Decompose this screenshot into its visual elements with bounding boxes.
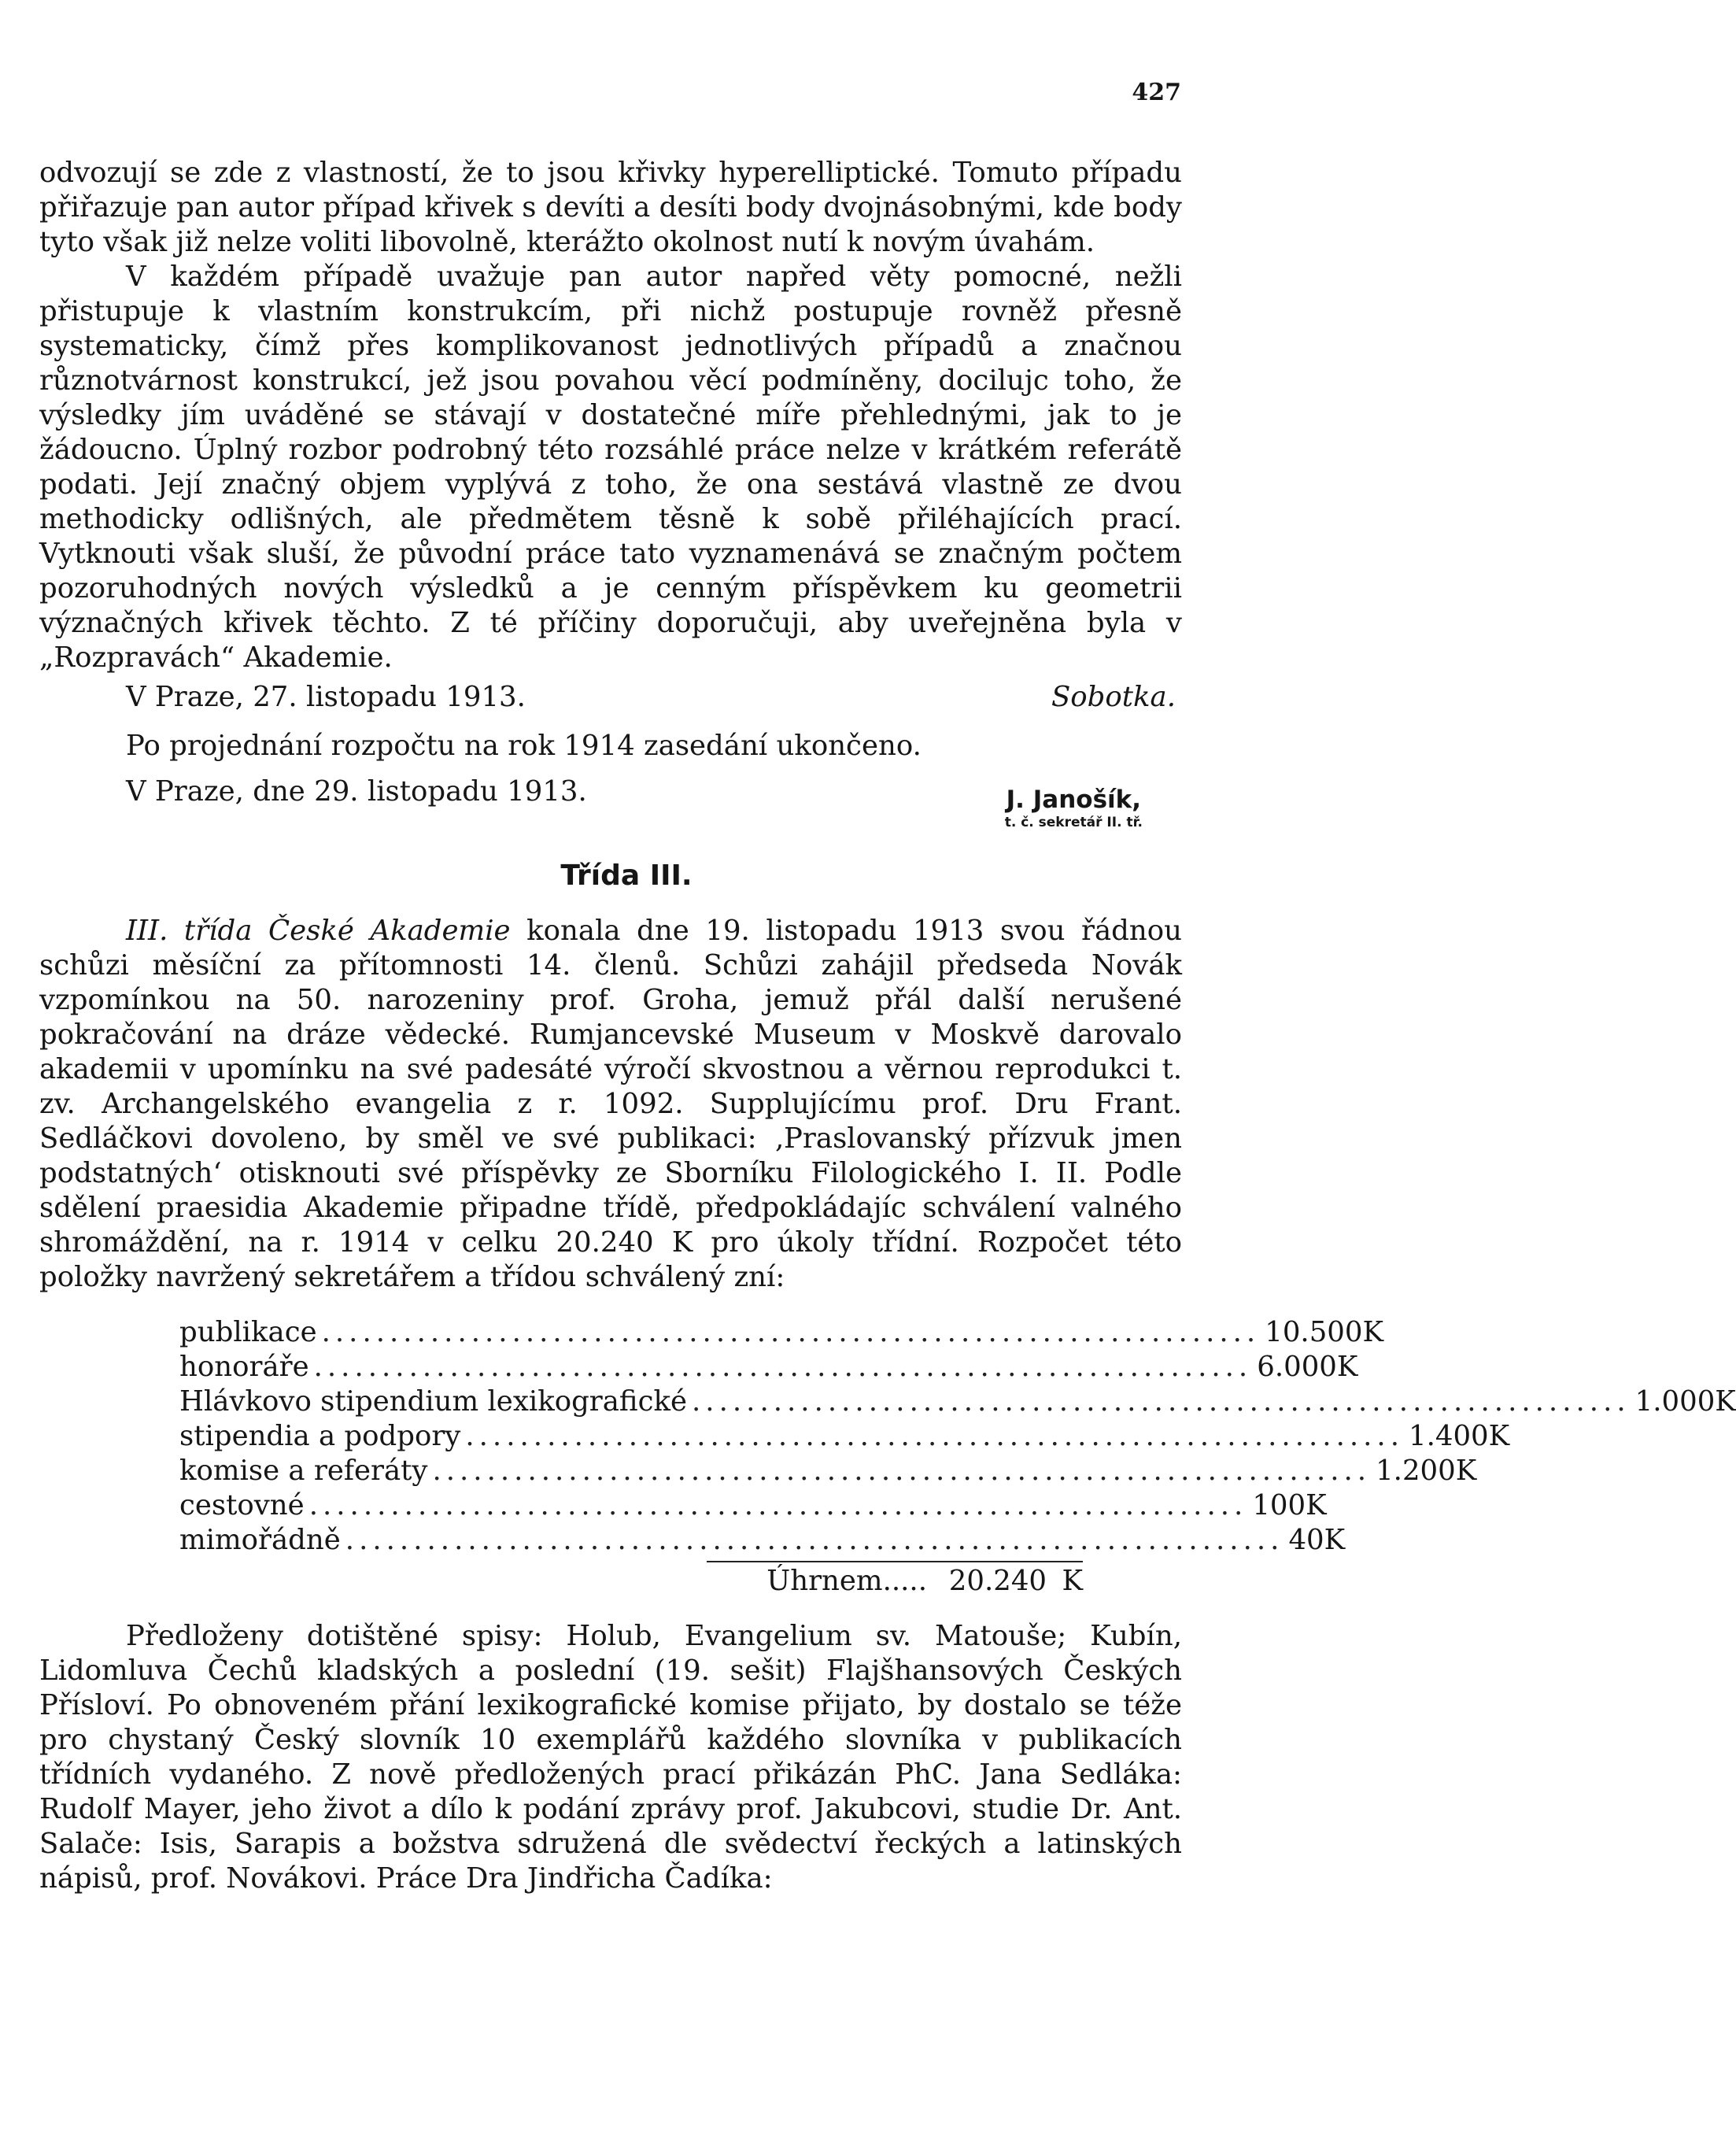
session-note: Po projednání rozpočtu na rok 1914 zasedání ukončeno.: [126, 730, 922, 762]
dot-leader: .....................................................................: [345, 1524, 1284, 1556]
signatory-title: t. č. sekretář II. tř.: [1004, 815, 1143, 830]
dot-leader: .....................................................................: [465, 1420, 1404, 1452]
class-paragraph-lead: III. třída České Akademie: [126, 915, 511, 947]
budget-row: [179, 1419, 1510, 1454]
review-signature: Sobotka.: [1051, 681, 1176, 713]
budget-row: [179, 1315, 1383, 1350]
final-paragraph: Předloženy dotištěné spisy: Holub, Evangelium sv. Matouše; Kubín, Lidomluva Čechů kladských a poslední (19. sešit) Flajšhansových Českých Přísloví. Po obnoveném přání lexikografické komise přijato, by dostalo se téže pro chystaný Český slovník 10 exemplářů každého slovníka v publikacích třídních vydaného. Z nově předložených prací přikázán PhC. Jana Sedláka: Rudolf Mayer, jeho život a dílo k podání zprávy prof. Jakubcovi, studie Dr. Ant. Salače: Isis, Sarapis a božstva sdružená dle svědectví řeckých a latinských nápisů, prof. Novákovi. Práce Dra Jindřicha Čadíka:: [39, 1620, 1182, 1895]
section-heading: Třída III.: [560, 860, 693, 892]
review-signoff: [39, 680, 1182, 715]
closing-place-date: V Praze, dne 29. listopadu 1913.: [126, 775, 587, 808]
dot-leader: .....................................................................: [313, 1351, 1253, 1383]
budget-row: [179, 1488, 1327, 1523]
budget-unit: K: [1306, 1489, 1327, 1521]
total-rule: [707, 1561, 1083, 1562]
review-place-date: V Praze, 27. listopadu 1913.: [126, 681, 526, 713]
dot-leader: .....................................................................: [308, 1489, 1248, 1521]
budget-label: honoráře: [179, 1351, 309, 1383]
budget-unit: K: [1455, 1455, 1477, 1487]
signature-block: [1005, 786, 1182, 831]
budget-amount: 6.000: [1257, 1351, 1337, 1383]
dot-leader: .....................................................................: [432, 1455, 1372, 1487]
dot-leader: .....................................................................: [692, 1385, 1631, 1418]
budget-label: publikace: [179, 1316, 317, 1348]
budget-label: cestovné: [179, 1489, 305, 1521]
opening-paragraph: odvozují se zde z vlastností, že to jsou křivky hyperelliptické. Tomuto případu přiřazuje pan autor případ křivek s devíti a desíti body dvojnásobnými, kde body tyto však již nelze voliti libovolně, kterážto okolnost nutí k novým úvahám.: [39, 157, 1182, 258]
budget-label: komise a referáty: [179, 1455, 428, 1487]
budget-label: Hlávkovo stipendium lexikografické: [179, 1385, 688, 1418]
page-number: 427: [1132, 79, 1181, 106]
budget-total-label: Úhrnem.....: [766, 1565, 927, 1597]
dot-leader: .....................................................................: [321, 1316, 1261, 1348]
budget-total-amount: 20.240: [948, 1565, 1047, 1597]
budget-total-row: [179, 1564, 1083, 1599]
review-paragraph: V každém případě uvažuje pan autor napřed věty pomocné, nežli přistupuje k vlastním konstrukcím, při nichž postupuje rovněž přesně systematicky, čímž přes komplikovanost jednotlivých případů a značnou různotvárnost konstrukcí, jež jsou povahou věcí podmíněny, docilujc toho, že výsledky jím uváděné se stávají v dostatečné míře přehlednými, jak to je žádoucno. Úplný rozbor podrobný této rozsáhlé práce nelze v krátkém referátě podati. Její značný objem vyplývá z toho, že ona sestává vlastně ze dvou methodicky odlišných, ale předmětem těsně k sobě přiléhajících prací. Vytknouti však sluší, že původní práce tato vyznamenává se značným počtem pozoruhodných nových výsledků a je cenným příspěvkem ku geometrii význačných křivek těchto. Z té příčiny doporučuji, aby uveřejněna byla v „Rozpravách“ Akademie.: [39, 261, 1182, 674]
budget-row: [179, 1385, 1736, 1419]
budget-amount: 1.000: [1634, 1385, 1716, 1418]
closing-block: [39, 775, 1182, 831]
budget-row: [179, 1350, 1358, 1385]
session-note-row: [39, 729, 1182, 763]
budget-amount: 1.200: [1376, 1455, 1456, 1487]
budget-unit: K: [1488, 1420, 1510, 1452]
closing-place-date-row: [39, 775, 587, 809]
budget-total-unit: K: [1062, 1565, 1083, 1597]
budget-label: stipendia a podpory: [179, 1420, 461, 1452]
budget-row: [179, 1454, 1477, 1488]
budget-label: mimořádně: [179, 1524, 341, 1556]
class-paragraph-text: konala dne 19. listopadu 1913 svou řádnou schůzi měsíční za přítomnosti 14. členů. Schůzi zahájil předseda Novák vzpomínkou na 50. narozeniny prof. Groha, jemuž přál další nerušené pokračování na dráze vědecké. Rumjancevské Museum v Moskvě darovalo akademii v upomínku na své padesáté výročí skvostnou a věrnou reprodukci t. zv. Archangelského evangelia z r. 1092. Supplujícímu prof. Dru Frant. Sedláčkovi dovoleno, by směl ve své publikaci: ‚Praslovanský přízvuk jmen podstatných‘ otisknouti své příspěvky ze Sborníku Filologického I. II. Podle sdělení praesidia Akademie připadne třídě, předpokládajíc schválení valného shromáždění, na r. 1914 v celku 20.240 K pro úkoly třídní. Rozpočet této položky navržený sekretářem a třídou schválený zní:: [39, 915, 1182, 1293]
budget-amount: 10.500: [1265, 1316, 1363, 1348]
signatory-name: J. Janošík,: [1006, 786, 1142, 814]
budget-row: [179, 1523, 1346, 1558]
budget-amount: 40: [1288, 1524, 1324, 1556]
budget-unit: K: [1362, 1316, 1383, 1348]
budget-table: [179, 1315, 1736, 1599]
budget-amount: 100: [1252, 1489, 1306, 1521]
document-body: [39, 156, 1736, 1896]
budget-unit: K: [1336, 1351, 1358, 1383]
budget-unit: K: [1715, 1385, 1736, 1418]
budget-amount: 1.400: [1409, 1420, 1489, 1452]
class-paragraph: [39, 914, 1182, 1295]
budget-unit: K: [1324, 1524, 1346, 1556]
